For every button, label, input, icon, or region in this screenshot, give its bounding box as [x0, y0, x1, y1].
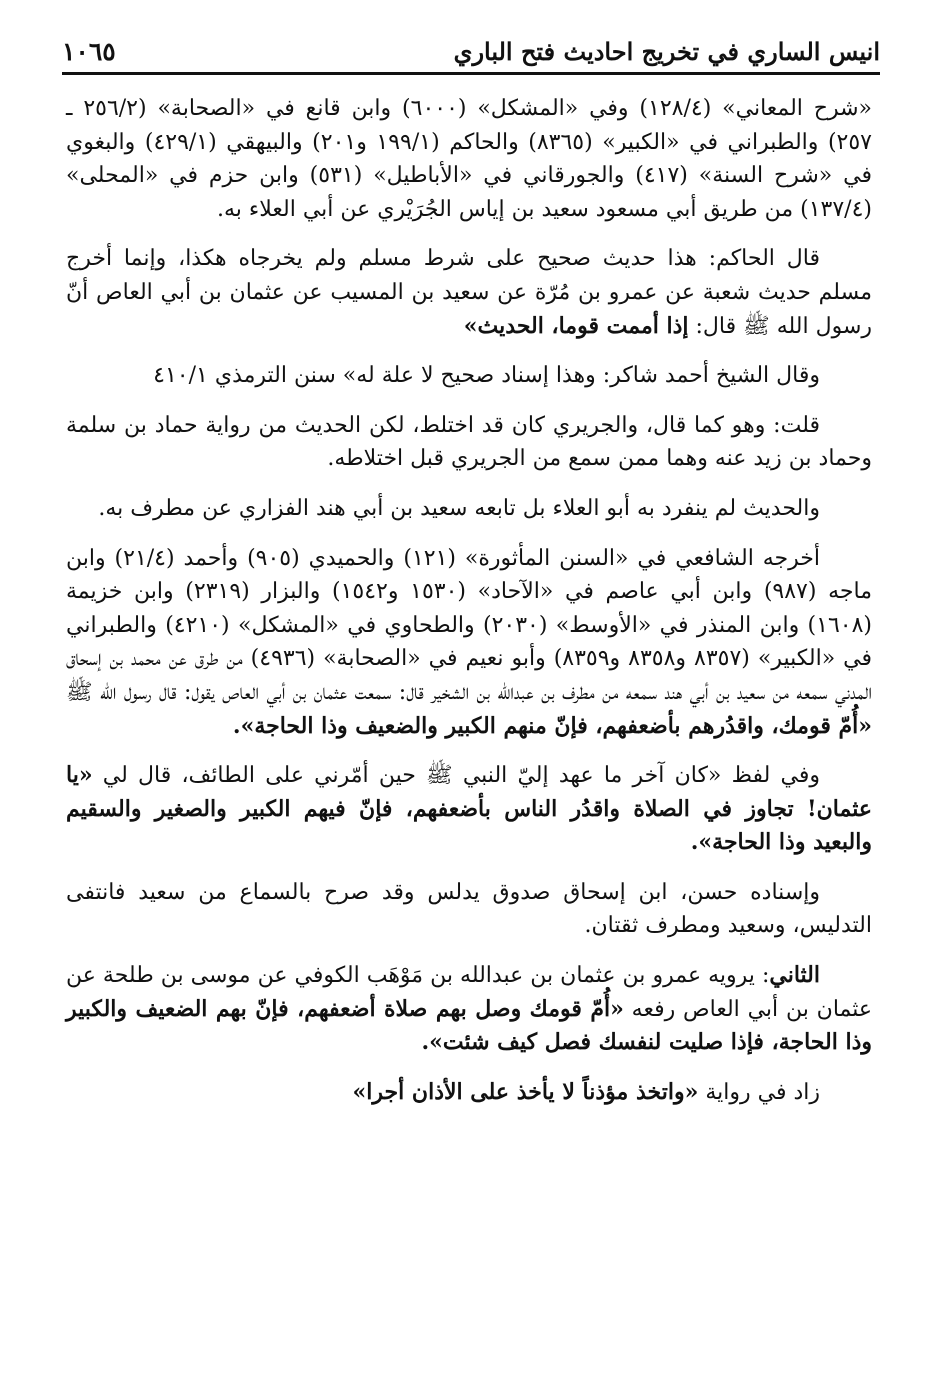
bold-text-segment: «واتخذ مؤذناً لا يأخذ على الأذان أجرا» [352, 1078, 699, 1105]
text-segment: قال الحاكم: هذا حديث صحيح على شرط مسلم ولم يخرجاه هكذا، وإنما أخرج مسلم حديث شعبة عن عمرو بن مُرّة عن سعيد بن المسيب عن عثمان بن أبي العاص أنّ رسول الله ﷺ قال: [66, 246, 872, 339]
paragraph [66, 876, 872, 943]
text-segment: زاد في رواية [698, 1079, 820, 1105]
paragraph [66, 492, 872, 526]
page-header [62, 30, 880, 75]
text-segment: وفي لفظ «كان آخر ما عهد إليّ النبي ﷺ حين أمّرني على الطائف، قال لي [92, 763, 820, 789]
text-segment: قلت: وهو كما قال، والجريري كان قد اختلط، لكن الحديث من رواية حماد بن سلمة وحماد بن زيد عنه وهما ممن سمع من الجريري قبل اختلاطه. [66, 412, 872, 472]
text-segment: وإسناده حسن، ابن إسحاق صدوق يدلس وقد صرح بالسماع من سعيد فانتفى التدليس، وسعيد ومطرف ثقتان. [66, 879, 872, 939]
paragraph [66, 542, 872, 744]
text-segment: أخرجه الشافعي في «السنن المأثورة» (١٢١) والحميدي (٩٠٥) وأحمد (٢١/٤) وابن ماجه (٩٨٧) وابن أبي عاصم في «الآحاد» (١٥٣٠ و١٥٤٢) والبزار (٢٣١٩) وابن خزيمة (١٦٠٨) وابن المنذر في «الأوسط» (٢٠٣٠) والطحاوي في «المشكل» (٤٢١٠) والطبراني في «الكبير» (٨٣٥٧ و٨٣٥٨ و٨٣٥٩) وأبو نعيم في «الصحابة» (٤٩٣٦) من طرق عن محمد بن إسحاق المدني سمعه من سعيد بن أبي هند سمعه من مطرف بن عبدالله بن الشخير قال: سمعت عثمان بن أبي العاص يقول: قال رسول الله ﷺ [66, 545, 872, 705]
paragraph [66, 92, 872, 226]
running-title: انيس الساري في تخريج احاديث فتح الباري [453, 37, 880, 66]
bold-text-segment: «أُمّ قومك، واقدُرهم بأضعفهم، فإنّ منهم الكبير والضعيف وذا الحاجة». [232, 712, 872, 739]
text-segment: وقال الشيخ أحمد شاكر: وهذا إسناد صحيح لا علة له» سنن الترمذي ٤١٠/١ [153, 363, 820, 389]
page-body [66, 92, 872, 1125]
paragraph [66, 1076, 872, 1110]
page-number: ١٠٦٥ [62, 37, 116, 66]
paragraph [66, 359, 872, 393]
text-segment: : يرويه عمرو بن عثمان بن عبدالله بن مَوْهَب الكوفي عن موسى بن طلحة عن عثمان بن أبي العاص رفعه [66, 963, 873, 1022]
paragraph [66, 959, 872, 1060]
bold-text-segment: «يا عثمان! تجاوز في الصلاة واقدُر الناس بأضعفهم، فإنّ فيهم الكبير والصغير والسقيم والبعيد وذا الحاجة». [66, 762, 872, 856]
text-segment: «شرح المعاني» (١٢٨/٤) وفي «المشكل» (٦٠٠٠) وابن قانع في «الصحابة» (٢٥٦/٢ ـ ٢٥٧) والطبراني في «الكبير» (٨٣٦٥) والحاكم (١٩٩/١ و٢٠١) والبيهقي (٤٢٩/١) والبغوي في «شرح السنة» (٤١٧) والجورقاني في «الأباطيل» (٥٣١) وابن حزم في «المحلى» (١٣٧/٤) من طريق أبي مسعود سعيد بن إياس الجُرَيْري عن أبي العلاء به. [66, 96, 873, 222]
text-segment: والحديث لم ينفرد به أبو العلاء بل تابعه سعيد بن أبي هند الفزاري عن مطرف به. [98, 495, 820, 521]
paragraph [66, 242, 872, 343]
bold-text-segment: «أُمّ قومك وصل بهم صلاة أضعفهم، فإنّ بهم الضعيف والكبير وذا الحاجة، فإذا صليت لنفسك فصل كيف شئت». [66, 995, 872, 1056]
bold-text-segment: الثاني [769, 962, 820, 989]
paragraph [66, 759, 872, 860]
paragraph [66, 409, 872, 476]
bold-text-segment: إذا أممت قوما، الحديث» [463, 312, 689, 339]
